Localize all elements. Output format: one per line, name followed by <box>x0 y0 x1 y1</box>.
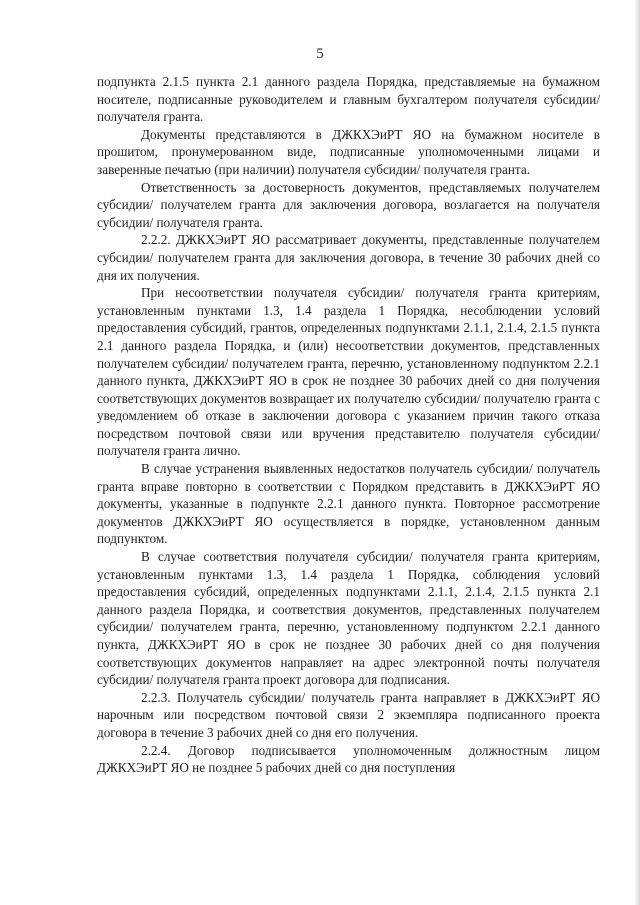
document-body <box>97 73 600 777</box>
paragraph-nonconformity: При несоответствии получателя субсидии/ получателя гранта критериям, установленным пунктами 1.3, 1.4 раздела 1 Порядка, несоблюдении условий предоставления субсидий, грантов, определенных подпунктами 2.1.1, 2.1.4, 2.1.5 пункта 2.1 данного раздела Порядка, и (или) несоответствии документов, представленных получателем субсидии/ получателем гранта, перечню, установленному подпунктом 2.2.1 данного пункта, ДЖКХЭиРТ ЯО в срок не позднее 30 рабочих дней со дня получения соответствующих документов возвращает их получателю субсидии/ получателю гранта с уведомлением об отказе в заключении договора с указанием причин такого отказа посредством почтовой связи или вручения представителю получателя субсидии/ получателя гранта лично. <box>97 285 600 459</box>
paragraph-resubmission: В случае устранения выявленных недостатков получатель субсидии/ получатель гранта вправе повторно в соответствии с Порядком представить в ДЖКХЭиРТ ЯО документы, указанные в подпункте 2.2.1 данного пункта. Повторное рассмотрение документов ДЖКХЭиРТ ЯО осуществляется в порядке, установленном данным подпунктом. <box>97 461 600 547</box>
page-number: 5 <box>316 46 324 62</box>
paragraph-2-2-3: 2.2.3. Получатель субсидии/ получатель гранта направляет в ДЖКХЭиРТ ЯО нарочным или посредством почтовой связи 2 экземпляра подписанного проекта договора в течение 3 рабочих дней со дня его получения. <box>97 689 600 740</box>
paragraph-conformity: В случае соответствия получателя субсидии/ получателя гранта критериям, установленным пунктами 1.3, 1.4 раздела 1 Порядка, соблюдения условий предоставления субсидий, определенных подпунктами 2.1.1, 2.1.4, 2.1.5 пункта 2.1 данного раздела Порядка, и соответствия документов, представленных получателем субсидии/ получателем гранта, перечню, установленному подпунктом 2.2.1 данного пункта, ДЖКХЭиРТ ЯО в срок не позднее 30 рабочих дней со дня получения соответствующих документов направляет на адрес электронной почты получателя субсидии/ получателя гранта проект договора для подписания. <box>97 549 600 688</box>
scan-edge-shadow <box>634 0 640 905</box>
paragraph-2-2-2: 2.2.2. ДЖКХЭиРТ ЯО рассматривает документы, представленные получателем субсидии/ получателем гранта для заключения договора, в течение 30 рабочих дней со дня их получения. <box>97 232 600 283</box>
paragraph-responsibility: Ответственность за достоверность документов, представляемых получателем субсидии/ получателем гранта для заключения договора, возлагается на получателя субсидии/ получателя гранта. <box>97 179 600 230</box>
paragraph-continuation: подпункта 2.1.5 пункта 2.1 данного раздела Порядка, представляемые на бумажном носителе, подписанные руководителем и главным бухгалтером получателя субсидии/ получателя гранта. <box>97 74 600 125</box>
paragraph-documents-submission: Документы представляются в ДЖКХЭиРТ ЯО на бумажном носителе в прошитом, пронумерованном виде, подписанные уполномоченными лицами и заверенные печатью (при наличии) получателя субсидии/ получателя гранта. <box>97 126 600 177</box>
paragraph-2-2-4: 2.2.4. Договор подписывается уполномоченным должностным лицом ДЖКХЭиРТ ЯО не позднее 5 рабочих дней со дня поступления <box>97 742 600 776</box>
